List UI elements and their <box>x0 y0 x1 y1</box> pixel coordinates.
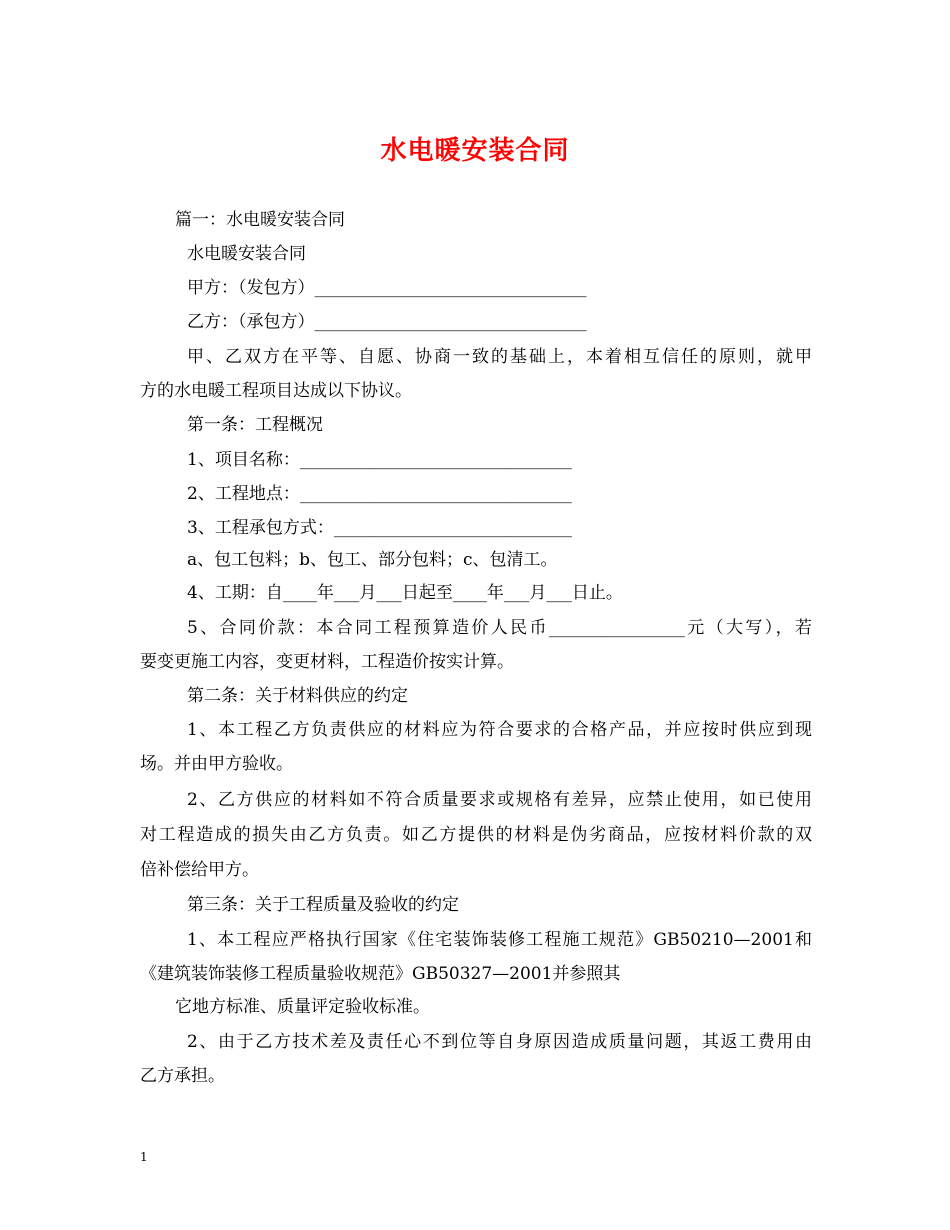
paragraph-line: 4、工期：自____年___月___日起至____年___月___日止。 <box>187 583 623 603</box>
paragraph-line: 1、本工程乙方负责供应的材料应为符合要求的合格产品，并应按时供应到现 <box>187 720 812 740</box>
section-heading: 篇一：水电暖安装合同 <box>175 210 345 230</box>
paragraph-line: 它地方标准、质量评定验收标准。 <box>175 997 430 1017</box>
paragraph-line: 倍补偿给甲方。 <box>140 860 259 880</box>
contract-name: 水电暖安装合同 <box>187 244 306 264</box>
paragraph-line: 方的水电暖工程项目达成以下协议。 <box>140 381 412 401</box>
paragraph-line: 5、合同价款：本合同工程预算造价人民币________________元（大写），若 <box>187 618 812 638</box>
paragraph-line: 2、由于乙方技术差及责任心不到位等自身原因造成质量问题，其返工费用由 <box>187 1032 812 1052</box>
paragraph-line: 2、乙方供应的材料如不符合质量要求或规格有差异，应禁止使用，如已使用 <box>187 790 812 810</box>
article-heading: 第一条：工程概况 <box>187 415 323 435</box>
page-number: 1 <box>140 1150 148 1164</box>
paragraph-line: 2、工程地点：________________________________ <box>187 484 572 504</box>
paragraph-line: 1、项目名称：________________________________ <box>187 450 572 470</box>
paragraph-line: 场。并由甲方验收。 <box>140 754 293 774</box>
article-heading: 第三条：关于工程质量及验收的约定 <box>187 895 459 915</box>
document-title: 水电暖安装合同 <box>380 136 570 166</box>
paragraph-line: a、包工包料；b、包工、部分包料；c、包清工。 <box>187 550 558 570</box>
article-heading: 第二条：关于材料供应的约定 <box>187 686 408 706</box>
paragraph-line: 甲、乙双方在平等、自愿、协商一致的基础上，本着相互信任的原则，就甲 <box>187 347 812 367</box>
paragraph-line: 1、本工程应严格执行国家《住宅装饰装修工程施工规范》GB50210—2001和 <box>187 930 812 950</box>
party-a-line: 甲方：（发包方）________________________________ <box>187 278 587 298</box>
paragraph-line: 要变更施工内容，变更材料，工程造价按实计算。 <box>140 652 514 672</box>
party-b-line: 乙方：（承包方）________________________________ <box>187 312 587 332</box>
paragraph-line: 《建筑装饰装修工程质量验收规范》GB50327—2001并参照其 <box>140 964 621 984</box>
paragraph-line: 对工程造成的损失由乙方负责。如乙方提供的材料是伪劣商品，应按材料价款的双 <box>140 825 812 845</box>
paragraph-line: 乙方承担。 <box>140 1066 225 1086</box>
paragraph-line: 3、工程承包方式：____________________________ <box>187 518 572 538</box>
